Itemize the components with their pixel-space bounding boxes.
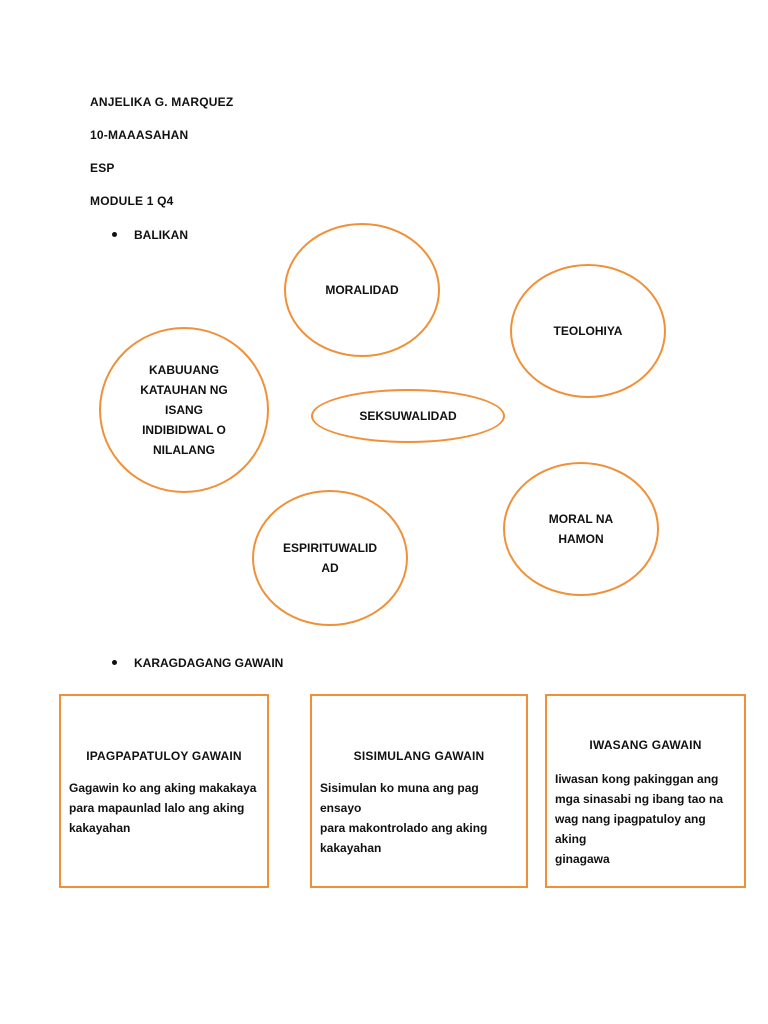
moral-na-hamon-label [549,509,613,549]
box-line: mga sinasabi ng ibang tao na [555,792,724,806]
student-name: ANJELIKA G. MARQUEZ [90,95,234,109]
student-section: 10-MAAASAHAN [90,128,189,142]
karagdagan-heading [112,656,283,670]
box-ipagpapatuloy [59,694,269,888]
espirituwalidad-line: AD [321,561,339,575]
ellipse-moralidad [284,223,440,357]
ellipse-espirituwalidad [252,490,408,626]
balikan-heading [112,228,188,242]
moralidad-label: MORALIDAD [325,283,399,297]
moral-na-hamon-line: MORAL NA [548,512,614,526]
box-body [555,769,736,869]
box-line: kakayahan [320,841,382,855]
espirituwalidad-line: ESPIRITUWALID [282,541,377,555]
moral-na-hamon-line: HAMON [558,532,604,546]
box-line: para makontrolado ang aking [320,821,488,835]
box-title: IWASANG GAWAIN [589,738,702,752]
box-line: Iiwasan kong pakinggan ang [555,772,719,786]
ellipse-seksuwalidad [311,389,505,443]
box-body [69,778,259,838]
box-line: para mapaunlad lalo ang aking [69,801,245,815]
box-line: wag nang ipagpatuloy ang aking [555,812,706,846]
karagdagan-label: KARAGDAGANG GAWAIN [134,656,284,670]
box-body [320,778,518,858]
teolohiya-label: TEOLOHIYA [553,324,623,338]
kabuuang-line: KATAUHAN NG [140,383,228,397]
box-iwasang [545,694,746,888]
kabuuang-line: KABUUANG [148,363,219,377]
bullet-dot [112,232,117,237]
box-line: Gagawin ko ang aking makakaya [69,781,257,795]
box-sisimulang [310,694,528,888]
kabuuang-line: NILALANG [152,443,215,457]
balikan-label: BALIKAN [134,228,188,242]
box-line: Sisimulan ko muna ang pag ensayo [320,781,479,815]
ellipse-moral-na-hamon [503,462,659,596]
ellipse-teolohiya [510,264,666,398]
bullet-dot [112,660,117,665]
kabuuang-line: ISANG [164,403,203,417]
subject-label: ESP [90,161,115,175]
module-label: MODULE 1 Q4 [90,194,174,208]
seksuwalidad-label: SEKSUWALIDAD [359,409,457,423]
espirituwalidad-label [283,538,377,578]
box-title: SISIMULANG GAWAIN [353,749,485,763]
kabuuang-label [140,360,228,460]
kabuuang-line: INDIBIDWAL O [142,423,226,437]
box-line: kakayahan [69,821,131,835]
box-title: IPAGPAPATULOY GAWAIN [86,749,242,763]
ellipse-kabuuang-katauhan [99,327,269,493]
box-line: ginagawa [555,852,610,866]
